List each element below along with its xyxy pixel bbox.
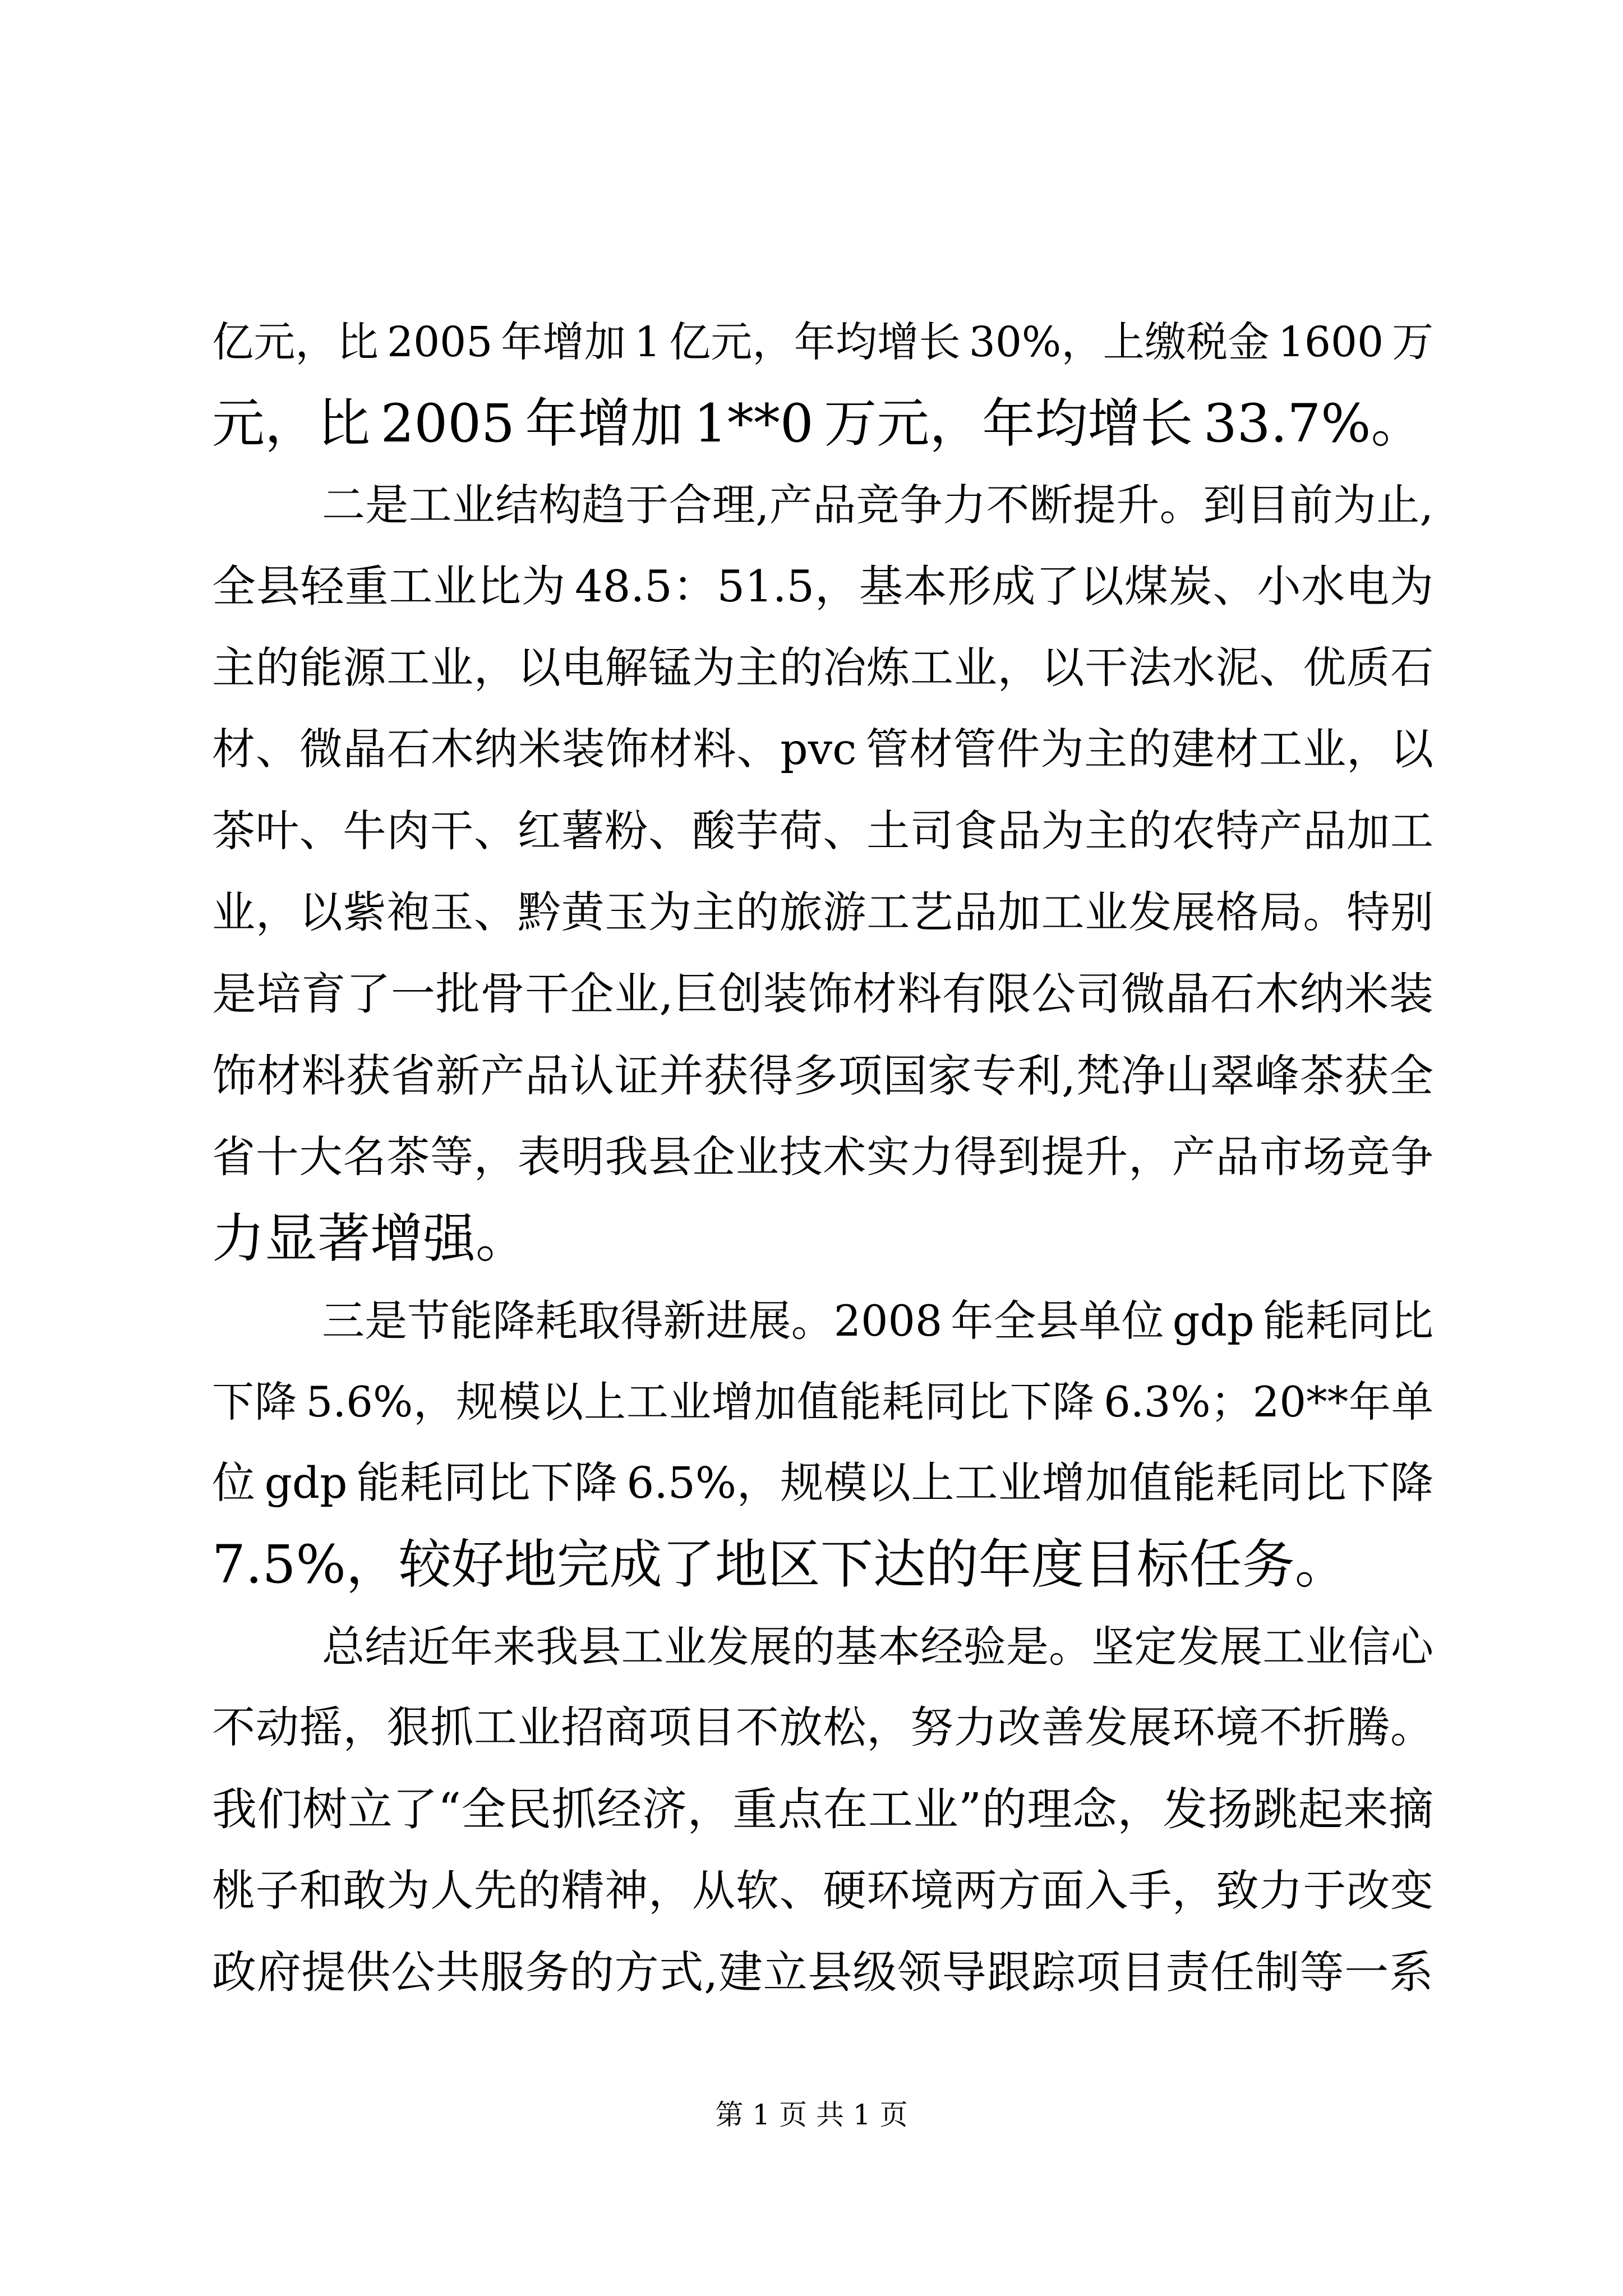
text-line: 三是节能降耗取得新进展。2008 年全县单位 gdp 能耗同比 <box>322 1295 1433 1346</box>
text-line: 全县轻重工业比为 48.5：51.5，基本形成了以煤炭、小水电为 <box>212 561 1433 612</box>
paragraph <box>212 302 1433 465</box>
text-line: 省十大名茶等，表明我县企业技术实力得到提升，产品市场竞争 <box>212 1132 1433 1182</box>
text-line: 下降 5.6%，规模以上工业增加值能耗同比下降 6.3%；20**年单 <box>212 1377 1433 1427</box>
text-line: 力显著增强。 <box>212 1208 529 1270</box>
text-line: 政府提供公共服务的方式,建立县级领导跟踪项目责任制等一系 <box>212 1946 1433 1998</box>
text-line: 位 gdp 能耗同比下降 6.5%，规模以上工业增加值能耗同比下降 <box>212 1458 1433 1509</box>
text-line: 二是工业结构趋于合理,产品竞争力不断提升。到目前为止, <box>322 480 1433 531</box>
text-line: 是培育了一批骨干企业,巨创装饰材料有限公司微晶石木纳米装 <box>212 968 1433 1020</box>
document-body <box>212 302 1433 2013</box>
text-line: 7.5%，较好地完成了地区下达的年度目标任务。 <box>212 1534 1348 1596</box>
text-line: 桃子和敢为人先的精神，从软、硬环境两方面入手，致力于改变 <box>212 1866 1433 1916</box>
paragraph <box>212 1280 1433 1606</box>
text-line: 元，比 2005 年增加 1**0 万元，年均增长 33.7%。 <box>212 393 1424 455</box>
text-line: 饰材料获省新产品认证并获得多项国家专利,梵净山翠峰茶获全 <box>212 1050 1433 1102</box>
page-footer: 第 1 页 共 1 页 <box>715 2099 908 2131</box>
text-line: 我们树立了“全民抓经济，重点在工业”的理念，发扬跳起来摘 <box>212 1783 1433 1836</box>
text-line: 业，以紫袍玉、黔黄玉为主的旅游工艺品加工业发展格局。特别 <box>212 888 1433 938</box>
paragraph <box>212 1606 1433 2013</box>
text-line: 亿元，比 2005 年增加 1 亿元，年均增长 30%，上缴税金 1600 万 <box>212 318 1433 366</box>
text-line: 不动摇，狠抓工业招商项目不放松，努力改善发展环境不折腾。 <box>212 1703 1433 1754</box>
text-line: 茶叶、牛肉干、红薯粉、酸芋荷、土司食品为主的农特产品加工 <box>212 806 1433 857</box>
text-line: 材、微晶石木纳米装饰材料、pvc 管材管件为主的建材工业，以 <box>212 725 1433 775</box>
text-line: 主的能源工业，以电解锰为主的冶炼工业，以干法水泥、优质石 <box>212 643 1433 694</box>
paragraph <box>212 465 1433 1280</box>
text-line: 总结近年来我县工业发展的基本经验是。坚定发展工业信心 <box>322 1621 1433 1672</box>
